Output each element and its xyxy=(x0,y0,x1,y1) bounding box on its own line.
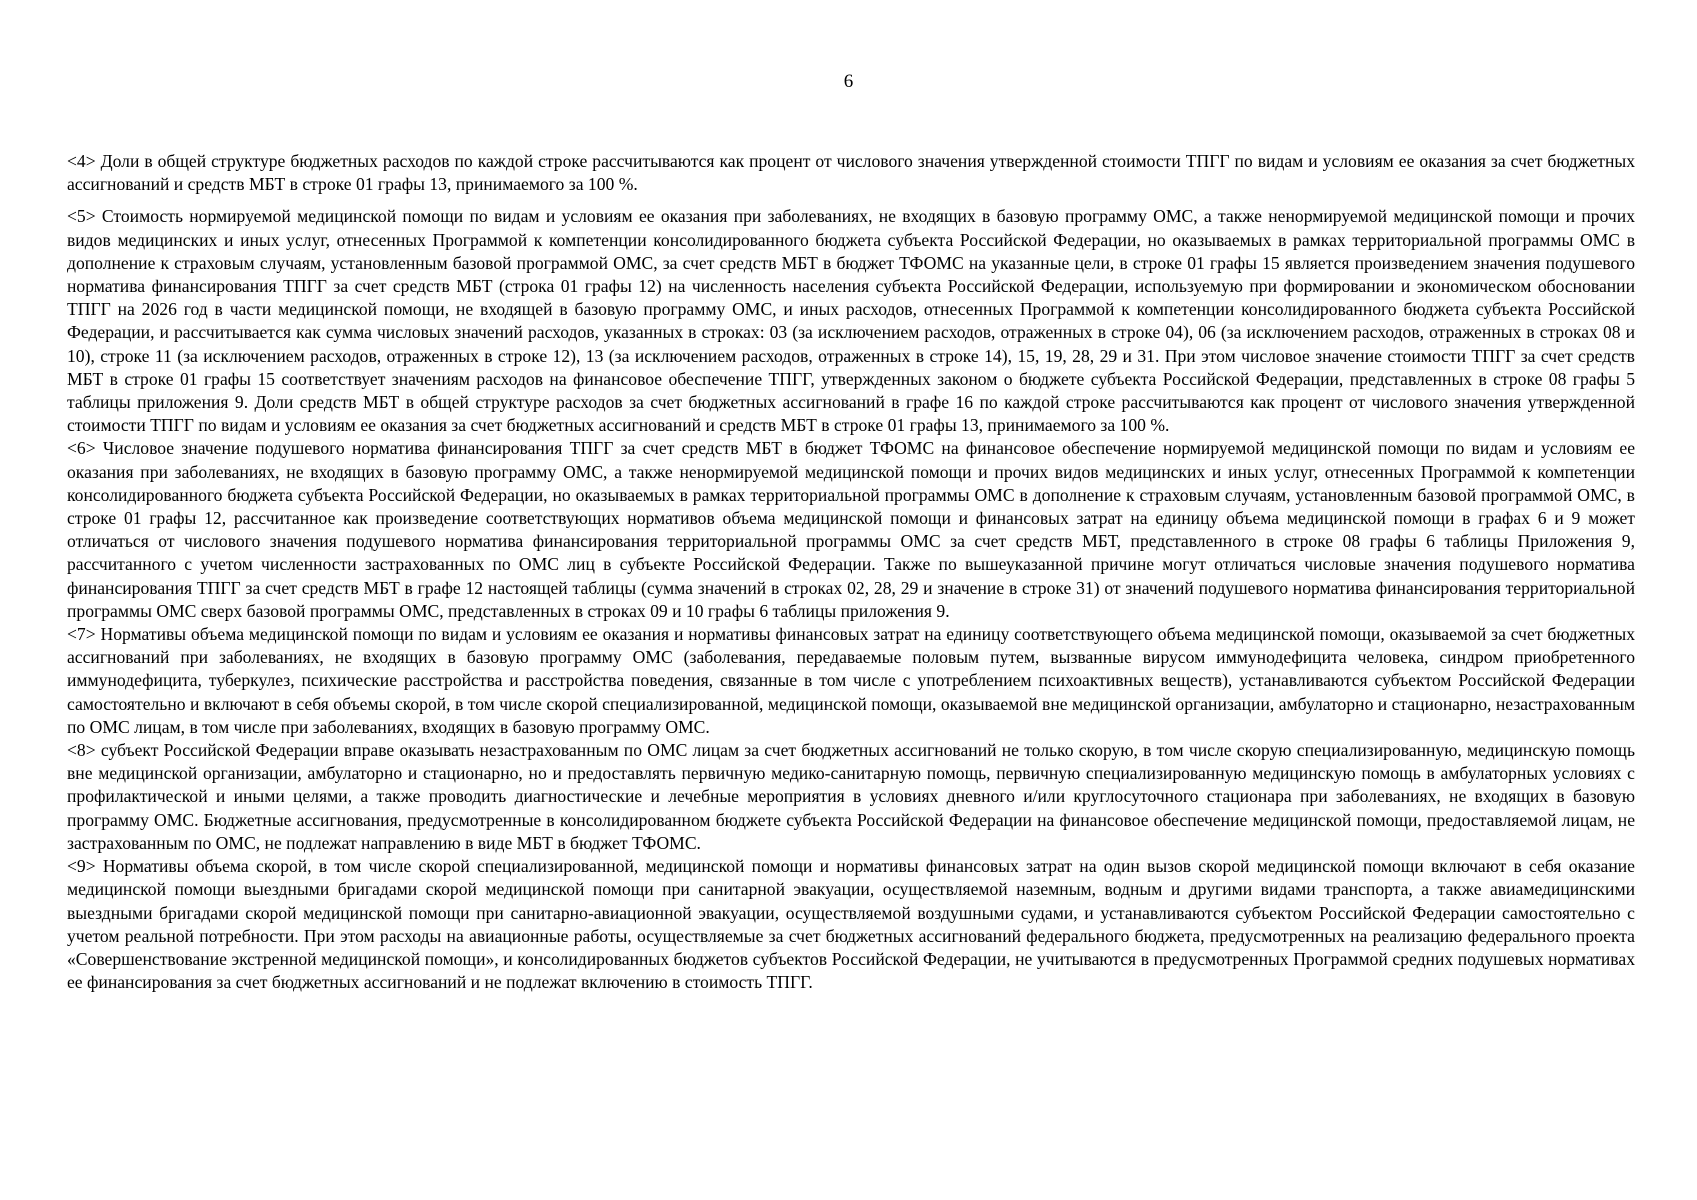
footnote-7: <7> Нормативы объема медицинской помощи по видам и условиям ее оказания и нормативы финансовых затрат на единицу соответствующего объема медицинской помощи, оказываемой за счет бюджетных ассигнований при заболеваниях, не входящих в базовую программу ОМС (заболевания, передаваемые половым путем, вызванные вирусом иммунодефицита человека, синдром приобретенного иммунодефицита, туберкулез, психические расстройства и расстройства поведения, связанные в том числе с употреблением психоактивных веществ), устанавливаются субъектом Российской Федерации самостоятельно и включают в себя объемы скорой, в том числе скорой специализированной, медицинской помощи, оказываемой вне медицинской организации, амбулаторно и стационарно, незастрахованным по ОМС лицам, в том числе при заболеваниях, входящих в базовую программу ОМС. xyxy=(67,624,1635,737)
footnote-5: <5> Стоимость нормируемой медицинской помощи по видам и условиям ее оказания при заболеваниях, не входящих в базовую программу ОМС, а также ненормируемой медицинской помощи и прочих видов медицинских и иных услуг, отнесенных Программой к компетенции консолидированного бюджета субъекта Российской Федерации, но оказываемых в рамках территориальной программы ОМС в дополнение к страховым случаям, установленным базовой программой ОМС, за счет средств МБТ в бюджет ТФОМС на указанные цели, в строке 01 графы 15 является произведением значения подушевого норматива финансирования ТПГГ за счет средств МБТ (строка 01 графы 12) на численность населения субъекта Российской Федерации, используемую при формировании и экономическом обосновании ТПГГ на 2026 год в части медицинской помощи, не входящей в базовую программу ОМС, и иных расходов, отнесенных Программой к компетенции консолидированного бюджета субъекта Российской Федерации, и рассчитывается как сумма числовых значений расходов, указанных в строках: 03 (за исключением расходов, отраженных в строке 04), 06 (за исключением расходов, отраженных в строках 08 и 10), строке 11 (за исключением расходов, отраженных в строке 12), 13 (за исключением расходов, отраженных в строке 14), 15, 19, 28, 29 и 31. При этом числовое значение стоимости ТПГГ за счет средств МБТ в строке 01 графы 15 соответствует значениям расходов на финансовое обеспечение ТПГГ, утвержденных законом о бюджете субъекта Российской Федерации, представленных в строке 08 графы 5 таблицы приложения 9. Доли средств МБТ в общей структуре расходов за счет бюджетных ассигнований в графе 16 по каждой строке рассчитываются как процент от числового значения утвержденной стоимости ТПГГ по видам и условиям ее оказания за счет бюджетных ассигнований и средств МБТ в строке 01 графы 13, принимаемого за 100 %. xyxy=(67,206,1635,436)
footnote-9: <9> Нормативы объема скорой, в том числе скорой специализированной, медицинской помощи и нормативы финансовых затрат на один вызов скорой медицинской помощи включают в себя оказание медицинской помощи выездными бригадами скорой медицинской помощи при санитарной эвакуации, осуществляемой наземным, водным и другими видами транспорта, а также авиамедицинскими выездными бригадами скорой медицинской помощи при санитарно-авиационной эвакуации, осуществляемой воздушными судами, и устанавливаются субъектом Российской Федерации самостоятельно с учетом реальной потребности. При этом расходы на авиационные работы, осуществляемые за счет бюджетных ассигнований федерального бюджета, предусмотренных на реализацию федерального проекта «Совершенствование экстренной медицинской помощи», и консолидированных бюджетов субъектов Российской Федерации, не учитываются в предусмотренных Программой средних подушевых нормативах ее финансирования за счет бюджетных ассигнований и не подлежат включению в стоимость ТПГГ. xyxy=(67,856,1635,993)
footnote-4: <4> Доли в общей структуре бюджетных расходов по каждой строке рассчитываются как процент от числового значения утвержденной стоимости ТПГГ по видам и условиям ее оказания за счет бюджетных ассигнований и средств МБТ в строке 01 графы 13, принимаемого за 100 %. xyxy=(67,151,1635,195)
page-number: 6 xyxy=(843,71,854,92)
footnote-8: <8> субъект Российской Федерации вправе оказывать незастрахованным по ОМС лицам за счет бюджетных ассигнований не только скорую, в том числе скорую специализированную, медицинскую помощь вне медицинской организации, амбулаторно и стационарно, но и предоставлять первичную медико-санитарную помощь, первичную специализированную медицинскую помощь в амбулаторных условиях с профилактической и иными целями, а также проводить диагностические и лечебные мероприятия в условиях дневного и/или круглосуточного стационара при заболеваниях, не входящих в базовую программу ОМС. Бюджетные ассигнования, предусмотренные в консолидированном бюджете субъекта Российской Федерации на финансовое обеспечение медицинской помощи, предоставляемой лицам, не застрахованным по ОМС, не подлежат направлению в виде МБТ в бюджет ТФОМС. xyxy=(67,740,1635,853)
footnote-6: <6> Числовое значение подушевого норматива финансирования ТПГГ за счет средств МБТ в бюджет ТФОМС на финансовое обеспечение нормируемой медицинской помощи по видам и условиям ее оказания при заболеваниях, не входящих в базовую программу ОМС, а также ненормируемой медицинской помощи и прочих видов медицинских и иных услуг, отнесенных Программой к компетенции консолидированного бюджета субъекта Российской Федерации, но оказываемых в рамках территориальной программы ОМС в дополнение к страховым случаям, установленным базовой программой ОМС, в строке 01 графы 12, рассчитанное как произведение соответствующих нормативов объема медицинской помощи и финансовых затрат на единицу объема медицинской помощи в графах 6 и 9 может отличаться от числового значения подушевого норматива финансирования территориальной программы ОМС за счет средств МБТ, представленного в строке 08 графы 6 таблицы Приложения 9, рассчитанного с учетом численности застрахованных по ОМС лиц в субъекте Российской Федерации. Также по вышеуказанной причине могут отличаться числовые значения подушевого норматива финансирования ТПГГ за счет средств МБТ в графе 12 настоящей таблицы (сумма значений в строках 02, 28, 29 и значение в строке 31) от значений подушевого норматива финансирования территориальной программы ОМС сверх базовой программы ОМС, представленных в строках 09 и 10 графы 6 таблицы приложения 9. xyxy=(67,438,1635,621)
footnotes xyxy=(67,150,1635,994)
